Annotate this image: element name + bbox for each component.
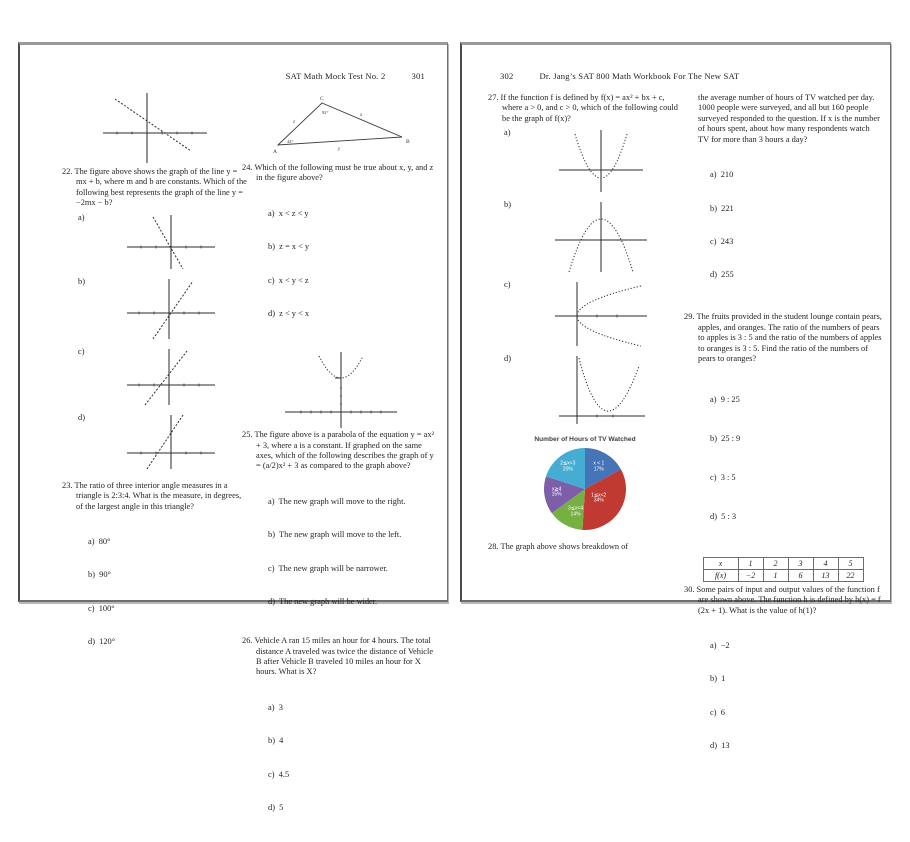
q25-figure-parabola — [279, 348, 404, 430]
question-29 — [684, 312, 882, 364]
q25-option-c: c) The new graph will be narrower. — [268, 563, 388, 573]
pie-label-ge-4: x≧4 15% — [551, 485, 562, 498]
q27-option-d — [488, 352, 682, 428]
q27-option-d-graph — [551, 352, 651, 428]
q30-option-a: a) −2 — [710, 641, 730, 651]
q28-option-c: c) 243 — [710, 236, 734, 246]
q25-option-b: b) The new graph will move to the left. — [268, 530, 402, 540]
question-25-text: The figure above is a parabola of the equation y = ax² + 3, where a is a constant. If graphed on the same axes, which of the following describes the graph of y = (a/2)x² + 3 as compared to the graph above? — [254, 430, 435, 471]
q22-option-d-graph — [121, 411, 221, 473]
left-page-column-2 — [242, 93, 440, 842]
question-25 — [242, 430, 440, 472]
q29-option-c: c) 3 : 5 — [710, 472, 736, 482]
q29-option-a: a) 9 : 25 — [710, 394, 740, 404]
q22-option-c-label: c) — [78, 346, 85, 356]
question-28-options — [710, 147, 882, 302]
page-302 — [460, 42, 891, 751]
q27-option-c-graph — [549, 278, 654, 350]
question-22 — [62, 167, 248, 209]
q22-option-a — [62, 211, 248, 273]
pie-label-x-lt-1: x < 1 17% — [593, 460, 605, 472]
triangle-side-z: z — [293, 120, 295, 125]
pie-chart — [542, 446, 628, 532]
q29-option-b: b) 25 : 9 — [710, 433, 741, 443]
q25-option-d: d) The new graph will be wider. — [268, 596, 378, 606]
q27-option-c-label: c) — [504, 280, 511, 290]
question-24-options — [268, 186, 440, 341]
q23-option-d: d) 120° — [88, 636, 116, 646]
question-29-number: 29. — [684, 312, 695, 322]
question-29-options — [710, 367, 882, 549]
q27-option-c — [488, 278, 682, 350]
question-23-text: The ratio of three interior angle measures in a triangle is 2:3:4. What is the measure, in degrees, of the largest angle in this triangle? — [74, 480, 242, 511]
question-25-number: 25. — [242, 430, 253, 440]
triangle-vertex-b: B — [406, 139, 410, 145]
q27-option-d-label: d) — [504, 354, 511, 364]
question-30 — [684, 585, 882, 616]
q24-figure-triangle — [266, 93, 416, 157]
question-30-number: 30. — [684, 584, 695, 594]
question-24 — [242, 163, 440, 184]
table-row-fx: f(x) −2 1 6 13 22 — [703, 569, 863, 581]
question-28 — [488, 542, 682, 552]
q28-figure-pie-chart — [500, 436, 670, 532]
q23-option-c: c) 100° — [88, 603, 115, 613]
question-24-number: 24. — [242, 163, 253, 172]
q22-option-a-label: a) — [78, 212, 85, 222]
right-page-column-2 — [684, 93, 882, 780]
pie-chart-title: Number of Hours of TV Watched — [534, 436, 636, 444]
question-27 — [488, 93, 682, 124]
triangle-side-y: y — [338, 147, 341, 152]
q26-option-c: c) 4.5 — [268, 769, 290, 779]
question-30-text: Some pairs of input and output values of the function f are shown above. The function h is defined by h(x) = f (2x + 1). What is the value of h(1)? — [696, 584, 881, 615]
q24-option-a: a) x < z < y — [268, 209, 309, 219]
pie-label-3-to-4: 3≦x<4 14% — [567, 505, 584, 518]
question-27-text: If the function f is defined by f(x) = ax² + bx + c, where a > 0, and c > 0, which of the following could be the graph of f(x)? — [500, 93, 678, 123]
q25-option-a: a) The new graph will move to the right. — [268, 497, 406, 507]
q26-option-a: a) 3 — [268, 703, 283, 713]
question-22-text: The figure above shows the graph of the line y = mx + b, where m and b are constants. Which of the following best represents the graph of the line y = −2mx − b? — [74, 167, 247, 208]
q26-option-b: b) 4 — [268, 736, 284, 746]
question-25-options — [268, 474, 440, 629]
triangle-vertex-c: C — [320, 96, 324, 102]
question-28-continuation: the average number of hours of TV watched per day. 1000 people were surveyed, and all but 160 people surveyed responded to the question. If x is the number of hours spent, about how many respondents watch TV for more than 3 hours a day? — [698, 93, 880, 144]
q26-option-d: d) 5 — [268, 802, 284, 812]
triangle-angle-c: 92° — [322, 110, 329, 115]
q22-option-d — [62, 411, 248, 473]
right-page-column-1 — [488, 93, 682, 555]
question-26 — [242, 636, 440, 678]
pie-label-1-to-2: 1≦x<2 34% — [591, 491, 607, 504]
q27-option-b-label: b) — [504, 200, 511, 210]
question-22-number: 22. — [62, 167, 73, 176]
q24-option-b: b) z = x < y — [268, 242, 310, 252]
running-title: Dr. Jang’s SAT 800 Math Workbook For The New SAT — [539, 71, 740, 81]
q30-option-d: d) 13 — [710, 741, 730, 751]
question-26-options — [268, 680, 440, 835]
q28-option-a: a) 210 — [710, 170, 734, 180]
q22-option-a-graph — [121, 211, 221, 273]
page-301-header — [286, 71, 425, 81]
page-number: 302 — [500, 71, 514, 81]
question-23 — [62, 481, 248, 512]
running-title: SAT Math Mock Test No. 2 — [285, 71, 386, 81]
table-row-x: x 1 2 3 4 5 — [703, 557, 863, 569]
question-29-text: The fruits provided in the student lounge contain pears, apples, and oranges. The ratio of the numbers of pears to apples is 3 : 5 and the ratio of the numbers of apples to oranges is 3 : 5. Find the ratio of the numbers of pears to oranges? — [696, 312, 882, 364]
q27-option-b — [488, 198, 682, 276]
q27-option-b-graph — [549, 198, 654, 276]
q22-option-c — [62, 345, 248, 409]
q23-option-a: a) 80° — [88, 537, 111, 547]
q27-option-a-graph — [551, 126, 651, 196]
q22-figure-line-graph — [95, 87, 215, 167]
triangle-vertex-a: A — [273, 149, 277, 155]
question-24-text: Which of the following must be true about x, y, and z in the figure above? — [254, 163, 434, 183]
left-page-column-1 — [62, 87, 248, 676]
q28-option-b: b) 221 — [710, 203, 734, 213]
question-26-number: 26. — [242, 636, 253, 646]
q24-option-d: d) z < y < x — [268, 308, 310, 318]
question-23-options — [88, 514, 248, 669]
question-27-number: 27. — [488, 93, 499, 102]
q22-option-d-label: d) — [78, 412, 85, 422]
q22-option-b-graph — [121, 275, 221, 343]
q27-option-a — [488, 126, 682, 196]
q30-option-b: b) 1 — [710, 674, 726, 684]
pie-label-2-to-3: 2≦x<3 20% — [560, 460, 576, 472]
q27-option-a-label: a) — [504, 128, 511, 138]
q29-option-d: d) 5 : 3 — [710, 511, 737, 521]
triangle-angle-a: 44° — [287, 139, 294, 144]
question-26-text: Vehicle A ran 15 miles an hour for 4 hours. The total distance A traveled was twice the distance of Vehicle B after Vehicle B traveled 10 miles an hour for X hours. What is X? — [254, 636, 434, 677]
q30-option-c: c) 6 — [710, 707, 725, 717]
q28-option-d: d) 255 — [710, 270, 734, 280]
q22-option-b — [62, 275, 248, 343]
page-302-header — [500, 71, 739, 81]
question-30-options — [710, 618, 882, 773]
question-28-intro-text: The graph above shows breakdown of — [500, 542, 629, 552]
question-28-number: 28. — [488, 542, 499, 552]
q22-option-c-graph — [121, 345, 221, 409]
triangle-side-x: x — [360, 113, 363, 118]
page-301 — [18, 42, 448, 812]
q30-function-table — [703, 557, 864, 582]
q24-option-c: c) x < y < z — [268, 275, 309, 285]
page-number: 301 — [411, 71, 425, 81]
q23-option-b: b) 90° — [88, 570, 111, 580]
question-23-number: 23. — [62, 480, 73, 490]
q22-option-b-label: b) — [78, 276, 85, 286]
